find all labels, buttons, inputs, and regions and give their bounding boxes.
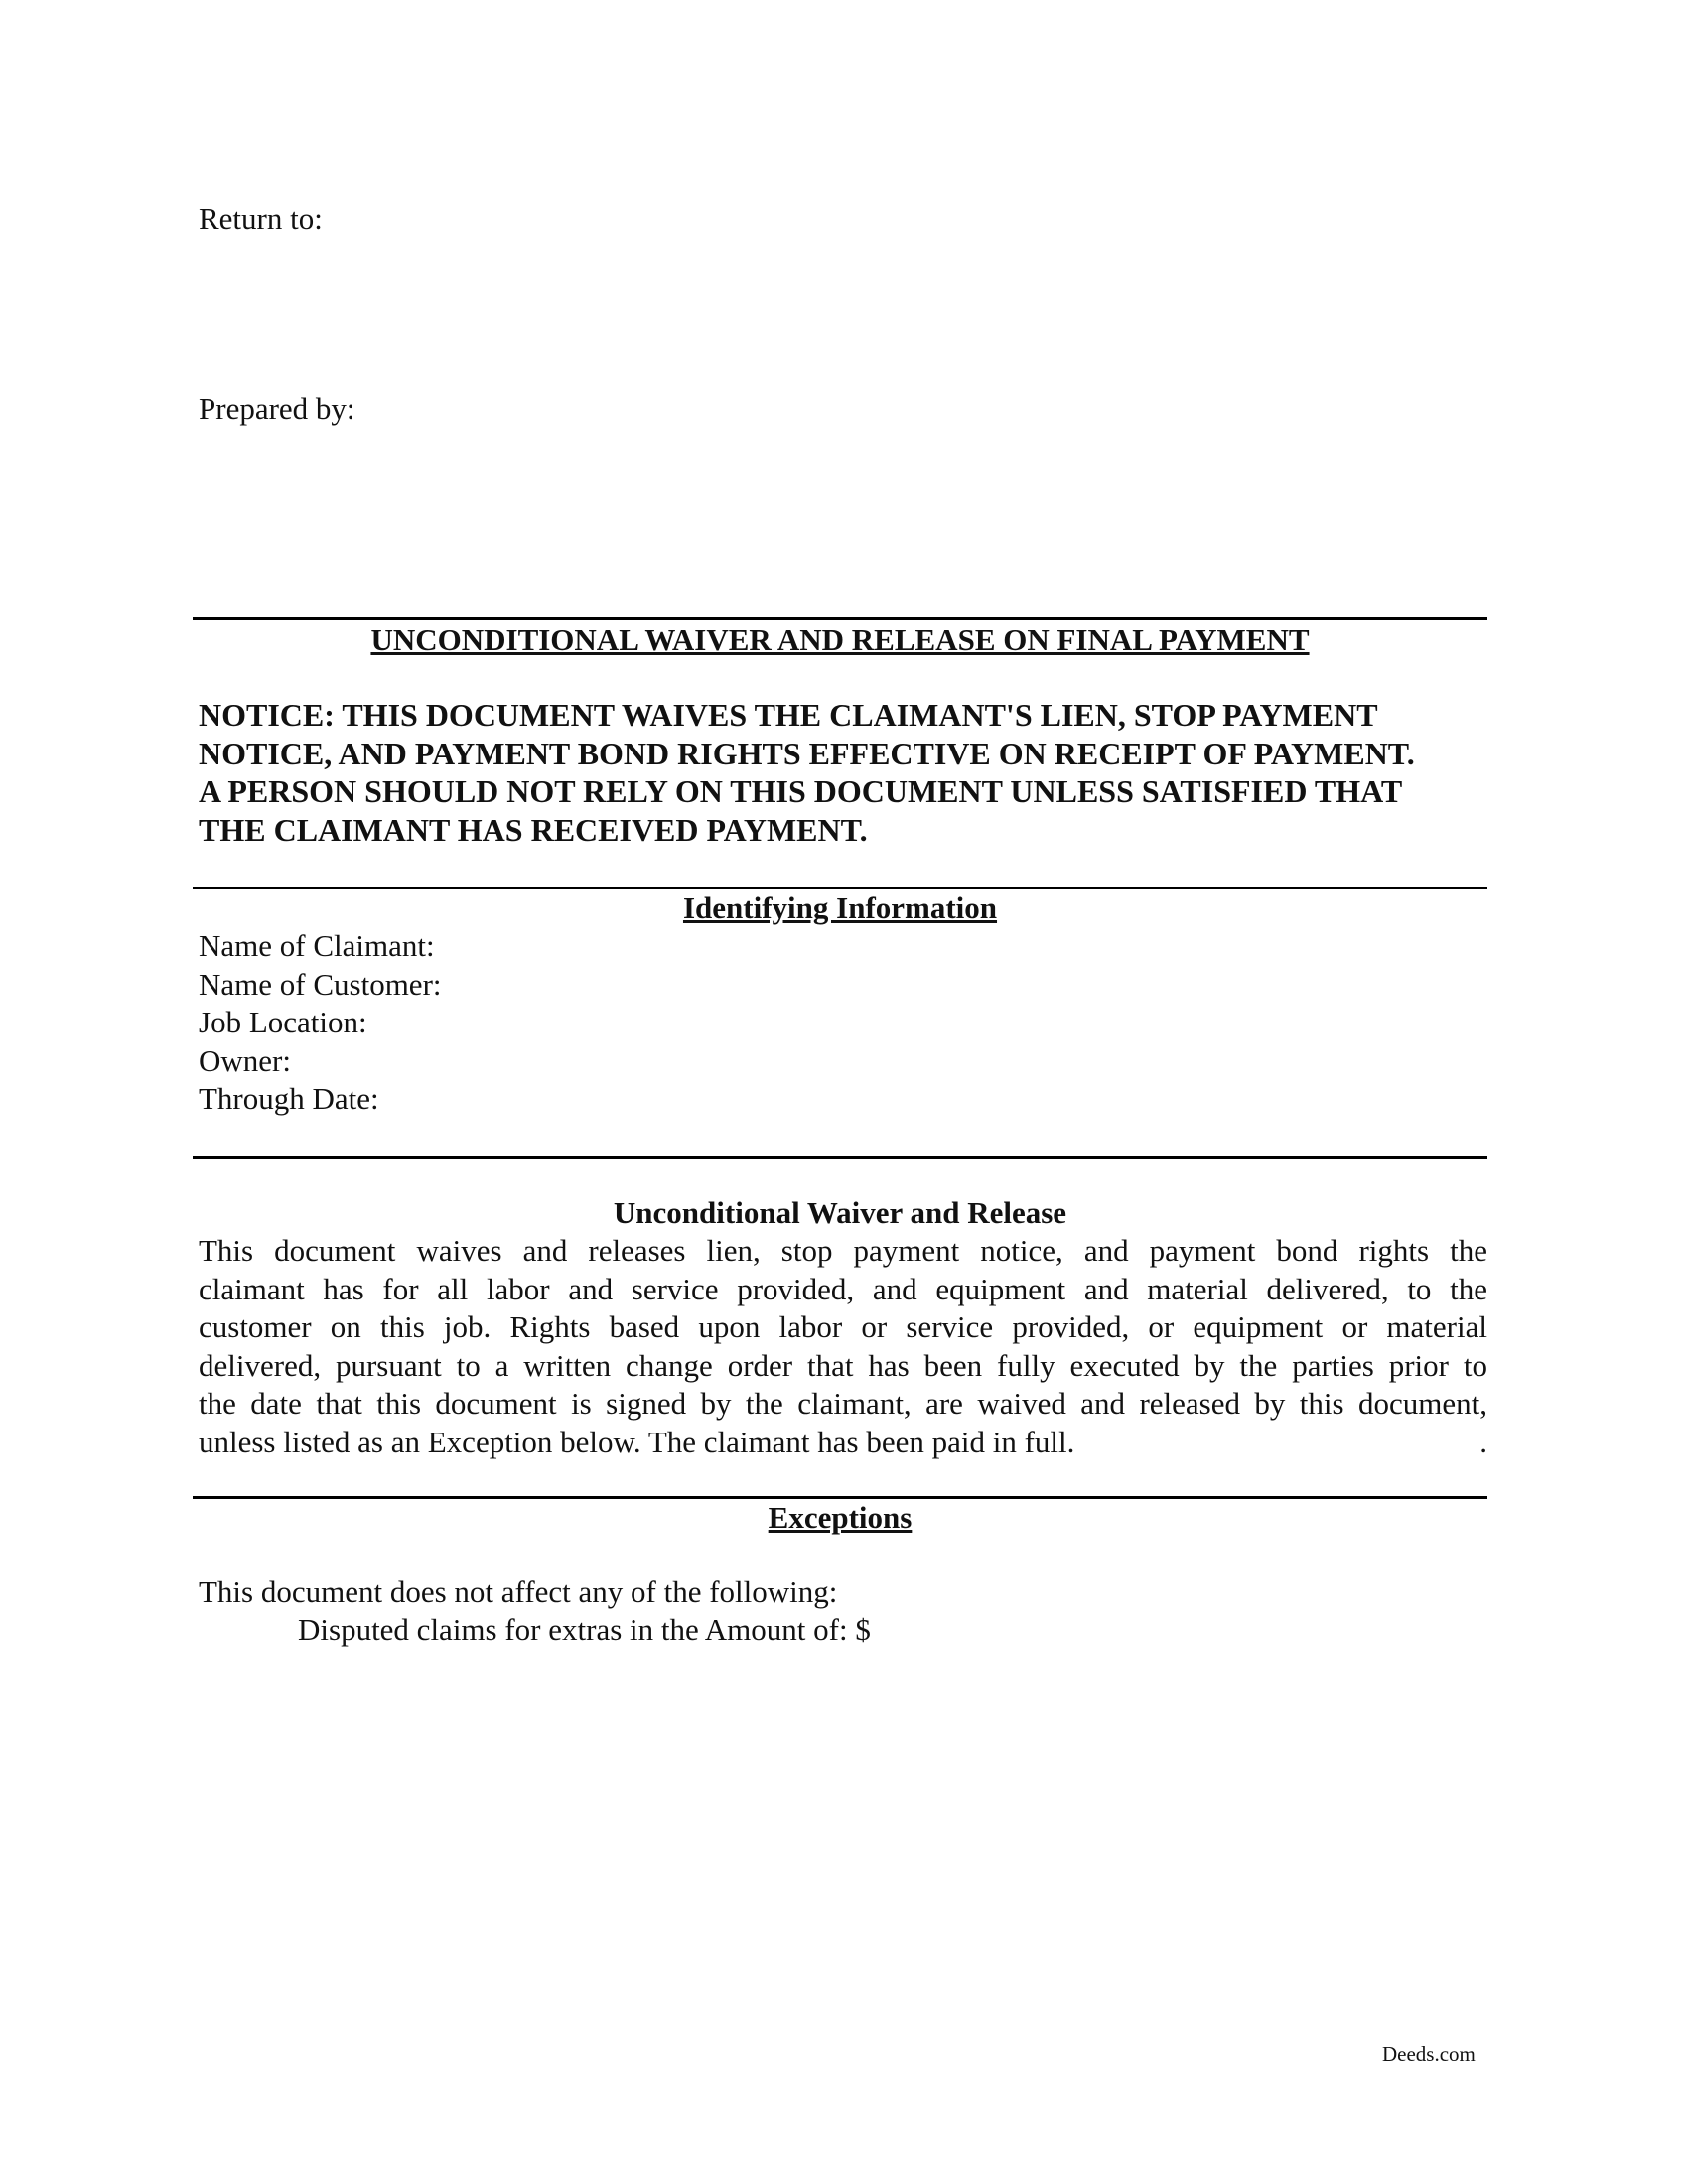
identifying-heading xyxy=(193,889,1487,927)
prepared-by-label: Prepared by: xyxy=(199,391,355,426)
document-title xyxy=(193,621,1487,659)
waiver-last-line-text: unless listed as an Exception below. The claimant has been paid in full. xyxy=(199,1424,1075,1459)
waiver-line: claimant has for all labor and service provided, and equipment and material delivered, to the xyxy=(199,1271,1487,1306)
waiver-heading: Unconditional Waiver and Release xyxy=(613,1195,1067,1230)
identifying-heading-text: Identifying Information xyxy=(682,890,998,925)
exceptions-intro: This document does not affect any of the following: xyxy=(199,1574,838,1609)
waiver-line: This document waives and releases lien, stop payment notice, and payment bond rights the xyxy=(199,1233,1487,1268)
waiver-line: customer on this job. Rights based upon labor or service provided, or equipment or material xyxy=(199,1309,1487,1344)
customer-name-label: Name of Customer: xyxy=(199,966,442,1002)
waiver-last-line xyxy=(199,1424,1487,1462)
divider-top xyxy=(193,617,1487,620)
disputed-claims-item: Disputed claims for extras in the Amount of: $ xyxy=(298,1612,871,1647)
return-to-label: Return to: xyxy=(199,202,323,236)
document-title-text: UNCONDITIONAL WAIVER AND RELEASE ON FINAL PAYMENT xyxy=(370,622,1310,657)
through-date-label: Through Date: xyxy=(199,1081,379,1116)
notice-line: THE CLAIMANT HAS RECEIVED PAYMENT. xyxy=(199,811,868,848)
divider-waiver xyxy=(193,1156,1487,1159)
footer-brand: Deeds.com xyxy=(1382,2042,1476,2066)
waiver-line: the date that this document is signed by the claimant, are waived and released by this document, xyxy=(199,1386,1487,1421)
identifying-fields xyxy=(199,927,442,1119)
notice-line: NOTICE, AND PAYMENT BOND RIGHTS EFFECTIVE ON RECEIPT OF PAYMENT. xyxy=(199,735,1415,771)
owner-label: Owner: xyxy=(199,1042,291,1078)
exceptions-heading-text: Exceptions xyxy=(768,1500,913,1535)
exceptions-heading xyxy=(193,1499,1487,1537)
job-location-label: Job Location: xyxy=(199,1005,367,1039)
notice-block xyxy=(199,696,1489,849)
notice-line: A PERSON SHOULD NOT RELY ON THIS DOCUMENT UNLESS SATISFIED THAT xyxy=(199,773,1403,809)
waiver-line: delivered, pursuant to a written change order that has been fully executed by the parties prior to xyxy=(199,1347,1487,1383)
waiver-last-line-period: . xyxy=(1479,1424,1487,1459)
waiver-paragraph xyxy=(199,1232,1487,1461)
notice-line: NOTICE: THIS DOCUMENT WAIVES THE CLAIMANT'S LIEN, STOP PAYMENT xyxy=(199,697,1378,733)
claimant-name-label: Name of Claimant: xyxy=(199,928,435,963)
